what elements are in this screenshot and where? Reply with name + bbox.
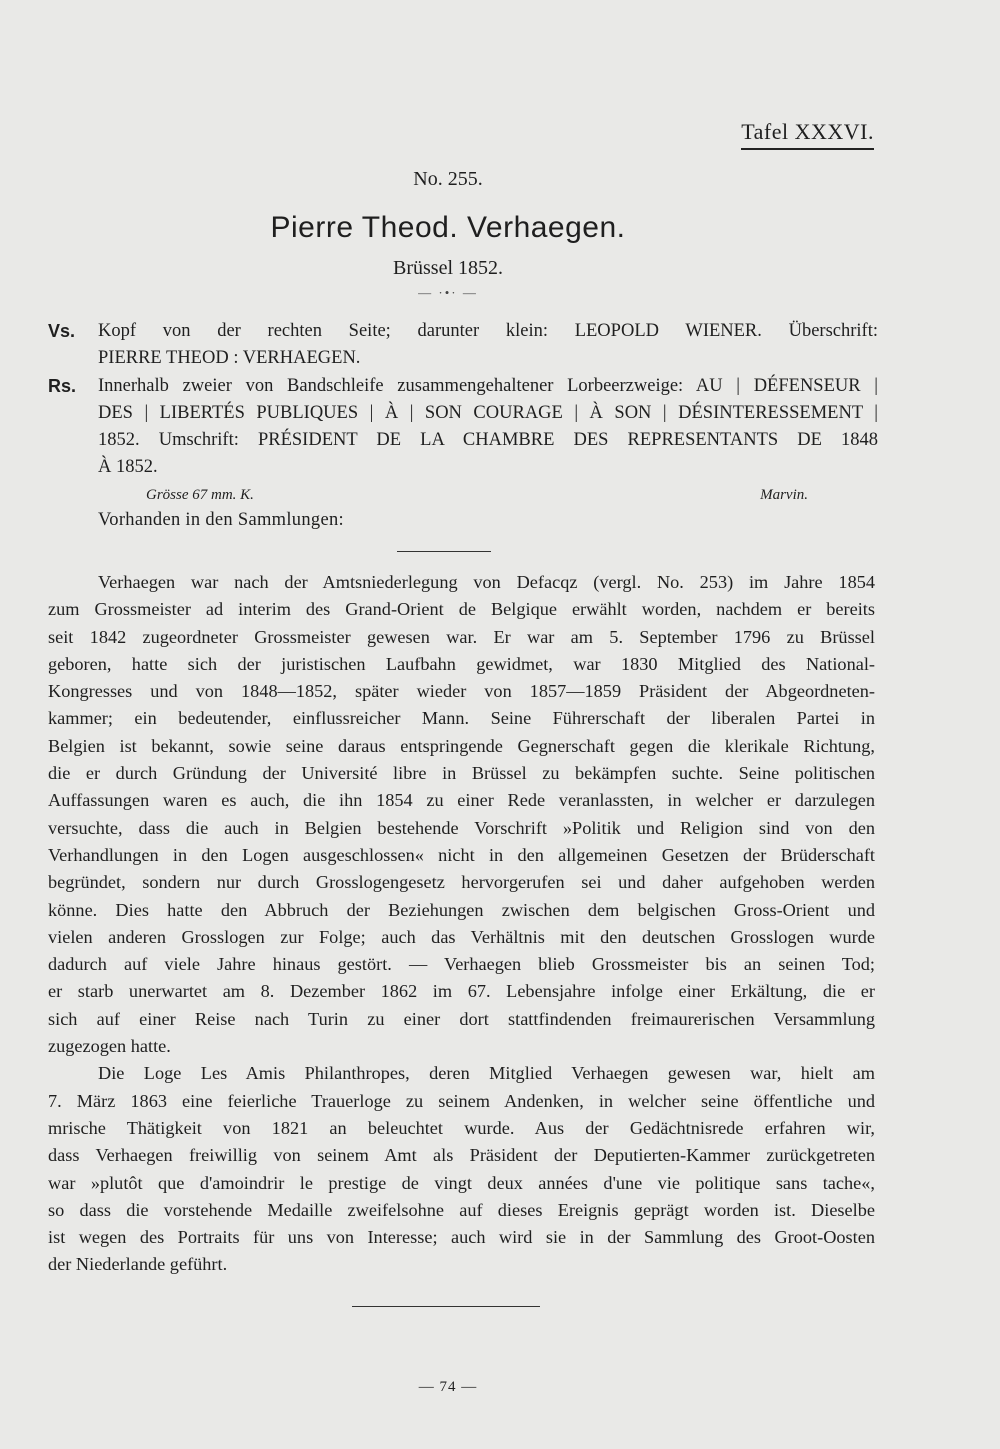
paragraph-line: sich auf einer Reise nach Turin zu einer dort stattfindenden freimaurerischen Versammlung	[48, 1008, 875, 1029]
plate-number: Tafel XXXVI.	[741, 119, 874, 150]
paragraph-line: versuchte, dass die auch in Belgien bestehende Vorschrift »Politik und Religion sind von den	[48, 817, 875, 838]
paragraph-line: Verhandlungen in den Logen ausgeschlossen« nicht in den allgemeinen Gesetzen der Brüderschaft	[48, 844, 875, 865]
paragraph-line: die er durch Gründung der Université libre in Brüssel zu bekämpfen suchte. Seine politischen	[48, 763, 875, 784]
medal-description	[48, 318, 878, 482]
paragraph-2	[48, 1060, 875, 1278]
paragraph-line: Die Loge Les Amis Philanthropes, deren Mitglied Verhaegen gewesen war, hielt am	[98, 1063, 875, 1084]
entry-number: No. 255.	[413, 168, 483, 190]
page-number: — 74 —	[418, 1379, 478, 1395]
obverse-text-1: Kopf von der rechten Seite; darunter klein: LEOPOLD WIENER. Überschrift:	[98, 321, 878, 341]
paragraph-line: so dass die vorstehende Medaille zweifelsohne auf dieses Ereignis geprägt worden ist. Dieselbe	[48, 1199, 875, 1220]
medal-size: Grösse 67 mm. K.	[146, 487, 254, 503]
paragraph-line: geboren, hatte sich der juristischen Laufbahn gewidmet, war 1830 Mitglied des National-	[48, 653, 875, 674]
end-divider	[352, 1306, 540, 1307]
body-text	[48, 569, 875, 1279]
obverse-line-2	[48, 345, 878, 372]
paragraph-1	[48, 569, 875, 1060]
reverse-label: Rs.	[48, 375, 77, 396]
paragraph-line: er starb unerwartet am 8. Dezember 1862 im 67. Lebensjahre infolge einer Erkältung, die er	[48, 981, 875, 1002]
paragraph-line: war »plutôt que d'amoindrir le prestige de vingt deux années d'une vie politique sans tache«,	[48, 1172, 875, 1193]
obverse-line-1	[48, 318, 878, 345]
paragraph-line: Verhaegen war nach der Amtsniederlegung von Defacqz (vergl. No. 253) im Jahre 1854	[98, 572, 875, 592]
medallist-name: Marvin.	[760, 487, 808, 503]
reverse-line-2	[48, 400, 878, 427]
paragraph-line: 7. März 1863 eine feierliche Trauerloge zu seinem Andenken, in welcher seine öffentliche und	[48, 1090, 875, 1111]
paragraph-line: dass Verhaegen freiwillig von seinem Amt als Präsident der Deputierten-Kammer zurückgetreten	[48, 1145, 875, 1166]
paragraph-line: vielen anderen Grosslogen zur Folge; auch das Verhältnis mit den deutschen Grosslogen wurde	[48, 926, 875, 947]
medal-meta	[146, 487, 808, 504]
collections-label: Vorhanden in den Sammlungen:	[98, 510, 344, 530]
ornament-divider: — ·•· —	[418, 285, 478, 300]
obverse-label: Vs.	[48, 321, 76, 341]
paragraph-line: mrische Thätigkeit von 1821 an beleuchtet wurde. Aus der Gedächtnisrede erfahren wir,	[48, 1117, 875, 1138]
reverse-line-4	[48, 454, 878, 481]
entry-title: Pierre Theod. Verhaegen.	[270, 211, 626, 244]
entry-place-date: Brüssel 1852.	[393, 257, 503, 279]
paragraph-line: könne. Dies hatte den Abbruch der Beziehungen zwischen dem belgischen Gross-Orient und	[48, 899, 875, 920]
paragraph-line: Kongresses und von 1848—1852, später wieder von 1857—1859 Präsident der Abgeordneten-	[48, 681, 875, 702]
reverse-text-3: 1852. Umschrift: PRÉSIDENT DE LA CHAMBRE DES REPRESENTANTS DE 1848	[98, 430, 878, 451]
reverse-line-3	[48, 427, 878, 454]
reverse-text-1: Innerhalb zweier von Bandschleife zusammengehaltener Lorbeerzweige: AU | DÉFENSEUR |	[98, 375, 878, 396]
paragraph-line: seit 1842 zugeordneter Grossmeister gewesen war. Er war am 5. September 1796 zu Brüssel	[48, 626, 875, 647]
paragraph-line: dadurch auf viele Jahre hinaus gestört. — Verhaegen blieb Grossmeister bis an seinen Tod;	[48, 954, 875, 975]
reverse-text-2: DES | LIBERTÉS PUBLIQUES | À | SON COURAGE | À SON | DÉSINTERESSEMENT |	[98, 402, 878, 423]
paragraph-line: zugezogen hatte.	[48, 1036, 171, 1057]
paragraph-line: Belgien ist bekannt, sowie seine daraus entspringende Gegnerschaft gegen die klerikale Richtung,	[48, 735, 875, 756]
reverse-line-1	[48, 373, 878, 400]
paragraph-line: begründet, sondern nur durch Grosslogengesetz hervorgerufen sei und daher aufgehoben werden	[48, 872, 875, 893]
obverse-text-2: PIERRE THEOD : VERHAEGEN.	[98, 348, 361, 369]
paragraph-line: ist wegen des Portraits für uns von Interesse; auch wird sie in der Sammlung des Groot-Oosten	[48, 1227, 875, 1248]
paragraph-line: der Niederlande geführt.	[48, 1254, 228, 1275]
paragraph-line: kammer; ein bedeutender, einflussreicher Mann. Seine Führerschaft der liberalen Partei in	[48, 708, 875, 729]
paragraph-line: Auffassungen waren es auch, die ihn 1854 zu einer Rede veranlassten, in welcher er darzulegen	[48, 790, 875, 811]
section-divider	[397, 551, 491, 552]
paragraph-line: zum Grossmeister ad interim des Grand-Orient de Belgique erwählt worden, nachdem er bereits	[48, 599, 875, 620]
reverse-text-4: À 1852.	[98, 457, 158, 478]
